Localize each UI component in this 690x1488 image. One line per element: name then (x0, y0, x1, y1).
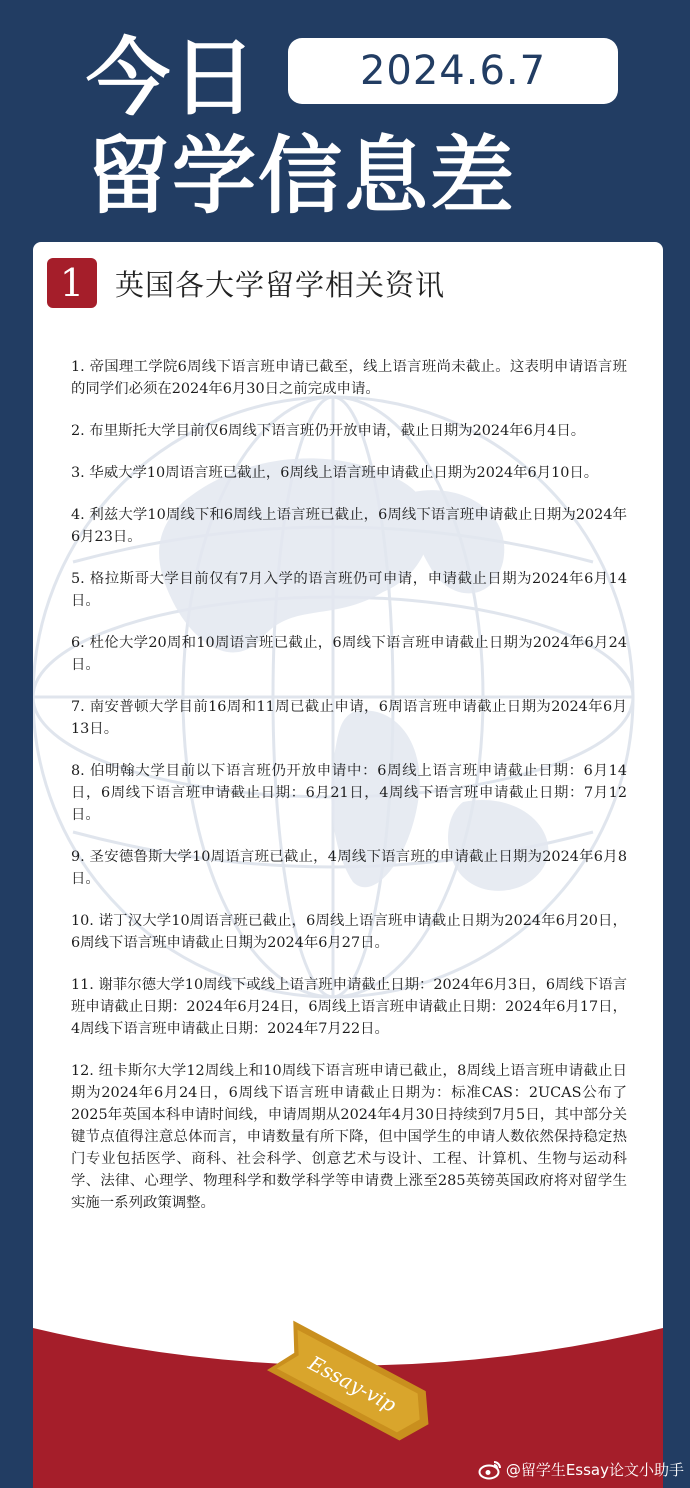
footer-watermark (478, 1459, 684, 1480)
page-title-line1: 今日 (86, 29, 259, 127)
list-item: 8. 伯明翰大学目前以下语言班仍开放申请中：6周线上语言班申请截止日期：6月14日，6周线下语言班申请截止日期：6月21日，4周线下语言班申请截止日期：7月12日。 (71, 763, 627, 823)
list-item: 9. 圣安德鲁斯大学10周语言班已截止，4周线下语言班的申请截止日期为2024年6月8日。 (71, 849, 627, 887)
list-item: 12. 纽卡斯尔大学12周线上和10周线下语言班申请已截止，8周线上语言班申请截止日期为2024年6月24日，6周线下语言班申请截止日期为：标准CAS：2UCAS公布了2025年英国本科申请时间线，申请周期从2024年4月30日持续到7月5日，其中部分关键节点值得注意总体而言，申请数量有所下降，但中国学生的申请人数依然保持稳定热门专业包括医学、商科、社会科学、创意艺术与设计、工程、计算机、生物与运动科学、法律、心理学、物理科学和数学科学等申请费上涨至285英镑英国政府将对留学生实施一系列政策调整。 (71, 1063, 627, 1211)
list-item: 11. 谢菲尔德大学10周线下或线上语言班申请截止日期：2024年6月3日，6周线下语言班申请截止日期：2024年6月24日，6周线上语言班申请截止日期：2024年6月17日，4周线下语言班申请截止日期：2024年7月22日。 (71, 977, 627, 1037)
date-badge: 2024.6.7 (288, 38, 618, 104)
list-item: 7. 南安普顿大学目前16周和11周已截止申请，6周语言班申请截止日期为2024年6月13日。 (71, 699, 627, 737)
list-item: 2. 布里斯托大学目前仅6周线下语言班仍开放申请，截止日期为2024年6月4日。 (71, 423, 586, 439)
content-card (33, 242, 663, 1488)
footer-account-text: @留学生Essay论文小助手 (505, 1461, 684, 1479)
section-number-badge: 1 (47, 258, 97, 308)
weibo-icon (478, 1460, 502, 1480)
page-title-line2: 留学信息差 (86, 127, 517, 225)
list-item: 10. 诺丁汉大学10周语言班已截止，6周线上语言班申请截止日期为2024年6月20日，6周线下语言班申请截止日期为2024年6月27日。 (71, 913, 627, 951)
section-title: 英国各大学留学相关资讯 (115, 267, 446, 302)
section-header (47, 256, 445, 310)
stamp-text: Essay-vip (304, 1350, 401, 1417)
list-item: 3. 华威大学10周语言班已截止，6周线上语言班申请截止日期为2024年6月10日。 (71, 465, 599, 481)
list-item: 1. 帝国理工学院6周线下语言班申请已截至，线上语言班尚未截止。这表明申请语言班的同学们必须在2024年6月30日之前完成申请。 (71, 359, 627, 397)
list-item: 6. 杜伦大学20周和10周语言班已截止，6周线下语言班申请截止日期为2024年6月24日。 (71, 635, 627, 673)
news-list (71, 356, 627, 1234)
list-item: 4. 利兹大学10周线下和6周线上语言班已截止，6周线下语言班申请截止日期为2024年6月23日。 (71, 507, 627, 545)
list-item: 5. 格拉斯哥大学目前仅有7月入学的语言班仍可申请，申请截止日期为2024年6月14日。 (71, 571, 627, 609)
